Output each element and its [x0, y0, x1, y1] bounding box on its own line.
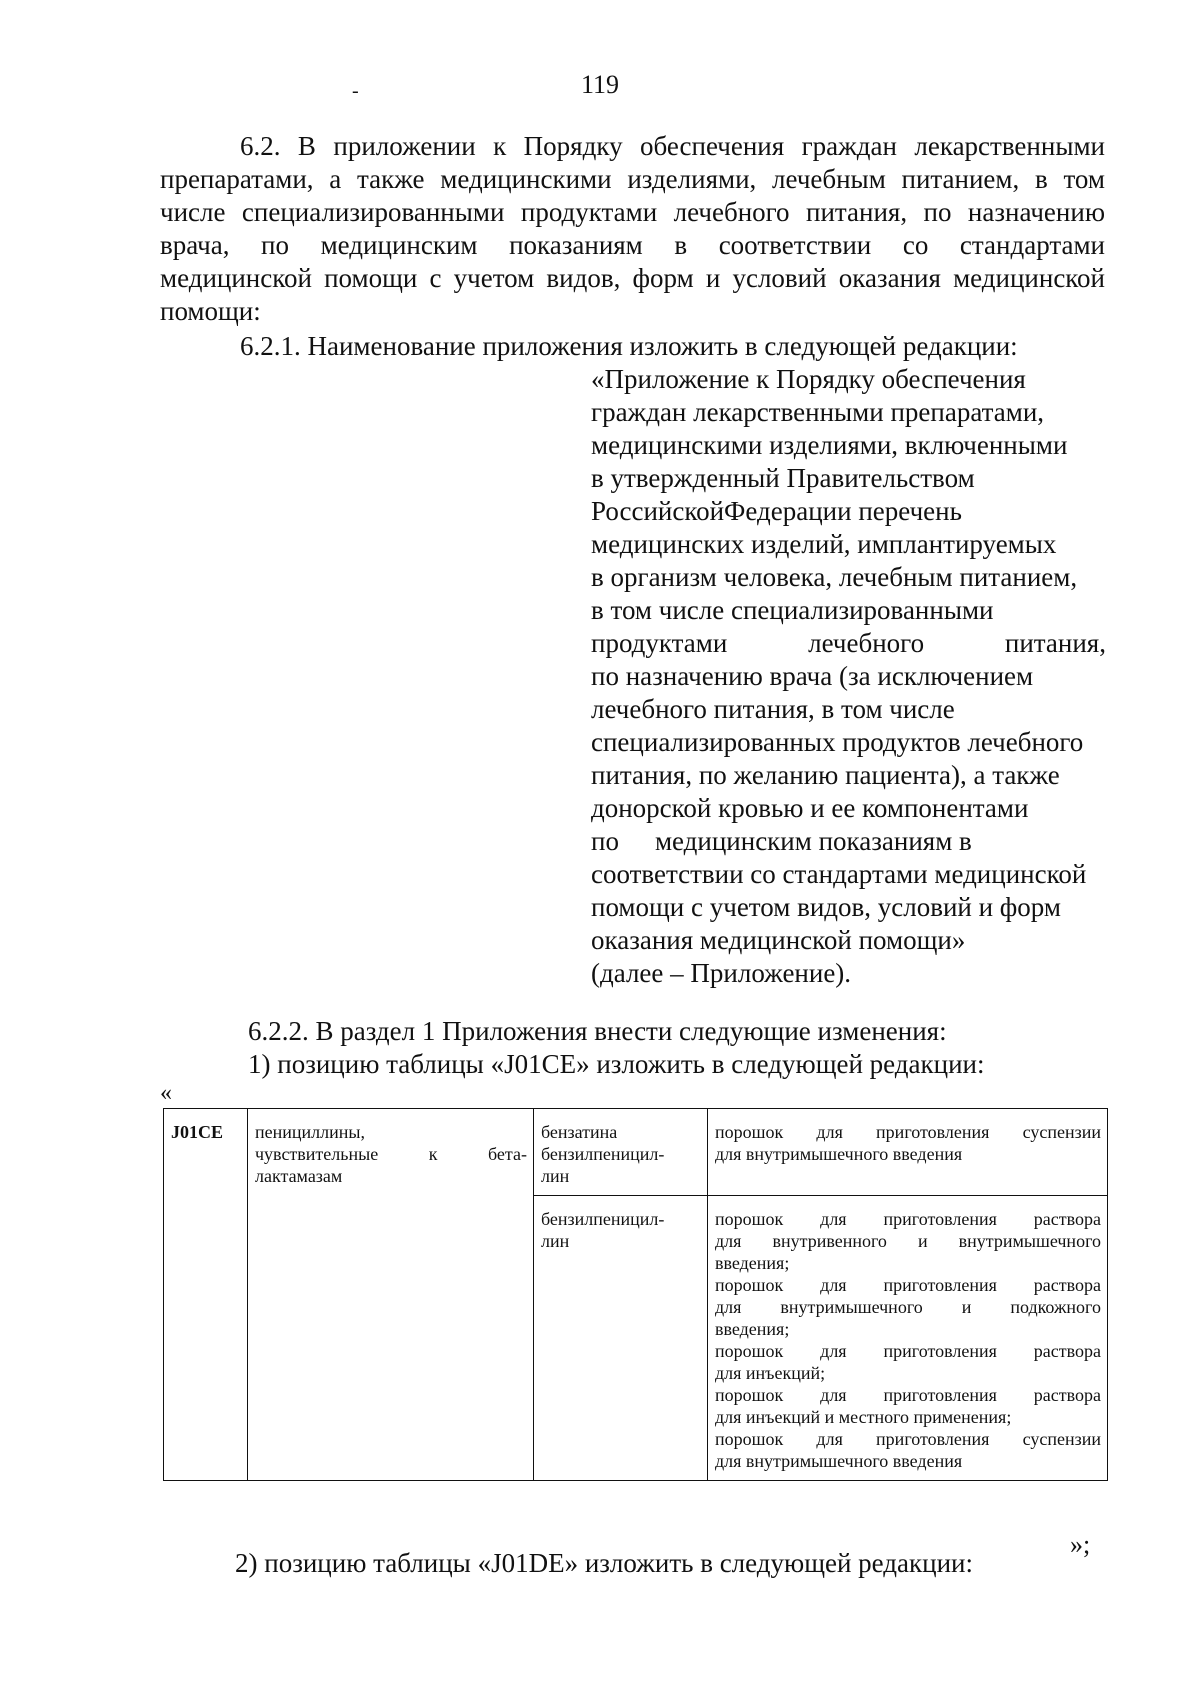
page-number: 119 — [580, 70, 620, 99]
form-line: для инъекций; — [715, 1363, 826, 1383]
quote-word: по — [591, 826, 619, 856]
quote-line: в том числе специализированными — [591, 595, 994, 625]
quote-word: медицинским показаниям в — [654, 826, 972, 856]
quote-line: медицинскими изделиями, включенными — [591, 430, 1068, 460]
group-word: чувствительные — [255, 1144, 379, 1164]
paragraph-line: медицинской помощи с учетом видов, форм и условий оказания медицинской — [160, 263, 1105, 293]
paragraph-line: препаратами, а также медицинскими изделиями, лечебным питанием, в том — [160, 164, 1105, 194]
quote-line: (далее – Приложение). — [591, 958, 852, 988]
quote-word: питания, — [1004, 628, 1106, 658]
form-line: для инъекций и местного применения; — [715, 1407, 1012, 1427]
inn-line: бензилпеницил- — [541, 1144, 665, 1164]
quote-line: донорской кровью и ее компонентами — [591, 793, 1029, 823]
quote-line: соответствии со стандартами медицинской — [591, 859, 1087, 889]
quote-line: помощи с учетом видов, условий и форм — [591, 892, 1061, 922]
drug-table — [163, 1108, 1108, 1481]
form-line: порошок для приготовления суспензии — [715, 1122, 1101, 1142]
dosage-form-cell — [708, 1196, 1108, 1481]
paragraph-line: врача, по медицинским показаниям в соответствии со стандартами — [160, 230, 1105, 260]
inn-line: лин — [541, 1166, 570, 1186]
table-close-quote: »; — [1070, 1530, 1091, 1559]
page-mark: - — [352, 80, 359, 102]
quote-line: в утвержденный Правительством — [591, 463, 975, 493]
form-line: порошок для приготовления раствора — [715, 1341, 1101, 1361]
table-open-quote: « — [160, 1080, 172, 1106]
paragraph-line: числе специализированными продуктами лечебного питания, по назначению — [160, 197, 1105, 227]
quote-word: лечебного — [808, 628, 925, 658]
inn-line: лин — [541, 1231, 570, 1251]
quote-word: продуктами — [591, 628, 728, 658]
quote-line-justified — [591, 627, 1106, 660]
appendix-title-quote — [591, 363, 1106, 990]
form-line: введения; — [715, 1319, 790, 1339]
quote-line: оказания медицинской помощи» — [591, 925, 966, 955]
paragraph-6-2 — [160, 130, 1105, 328]
inn-line: бензилпеницил- — [541, 1209, 665, 1229]
paragraph-6-2-2: 6.2.2. В раздел 1 Приложения внести следующие изменения: — [248, 1016, 947, 1046]
dosage-form-cell — [708, 1109, 1108, 1196]
paragraph-line: 6.2. В приложении к Порядку обеспечения граждан лекарственными — [240, 131, 1105, 161]
quote-line: лечебного питания, в том числе — [591, 694, 955, 724]
form-line: порошок для приготовления раствора — [715, 1209, 1101, 1229]
form-line: введения; — [715, 1253, 790, 1273]
group-word: к — [428, 1144, 438, 1164]
inn-cell — [534, 1109, 708, 1196]
quote-line: в организм человека, лечебным питанием, — [591, 562, 1078, 592]
paragraph-item-1: 1) позицию таблицы «J01CE» изложить в следующей редакции: — [248, 1049, 985, 1079]
table-row — [164, 1109, 1108, 1196]
quote-line: по назначению врача (за исключением — [591, 661, 1034, 691]
quote-line: РоссийскойФедерации перечень — [591, 496, 962, 526]
form-line: порошок для приготовления суспензии — [715, 1429, 1101, 1449]
form-line: для внутривенного и внутримышечного — [715, 1231, 1101, 1251]
paragraph-item-2: 2) позицию таблицы «J01DE» изложить в следующей редакции: — [235, 1548, 973, 1578]
atc-code-cell: J01CE — [164, 1109, 248, 1481]
form-line: порошок для приготовления раствора — [715, 1385, 1101, 1405]
form-line: порошок для приготовления раствора — [715, 1275, 1101, 1295]
quote-line: питания, по желанию пациента), а также — [591, 760, 1060, 790]
group-line: лактамазам — [255, 1166, 343, 1186]
quote-line: «Приложение к Порядку обеспечения — [591, 364, 1026, 394]
quote-line: граждан лекарственными препаратами, — [591, 397, 1045, 427]
group-word: бета- — [488, 1144, 527, 1164]
inn-cell — [534, 1196, 708, 1481]
pharm-group-cell — [248, 1109, 534, 1481]
paragraph-6-2-1: 6.2.1. Наименование приложения изложить в следующей редакции: — [240, 331, 1018, 361]
quote-line: медицинских изделий, имплантируемых — [591, 529, 1057, 559]
group-line: пенициллины, — [255, 1122, 365, 1142]
paragraph-line: помощи: — [160, 296, 261, 326]
quote-line-spaced — [591, 825, 1106, 858]
group-line-justified — [255, 1143, 527, 1165]
form-line: для внутримышечного введения — [715, 1144, 963, 1164]
form-line: для внутримышечного и подкожного — [715, 1297, 1101, 1317]
quote-line: специализированных продуктов лечебного — [591, 727, 1084, 757]
inn-line: бензатина — [541, 1122, 618, 1142]
form-line: для внутримышечного введения — [715, 1451, 963, 1471]
